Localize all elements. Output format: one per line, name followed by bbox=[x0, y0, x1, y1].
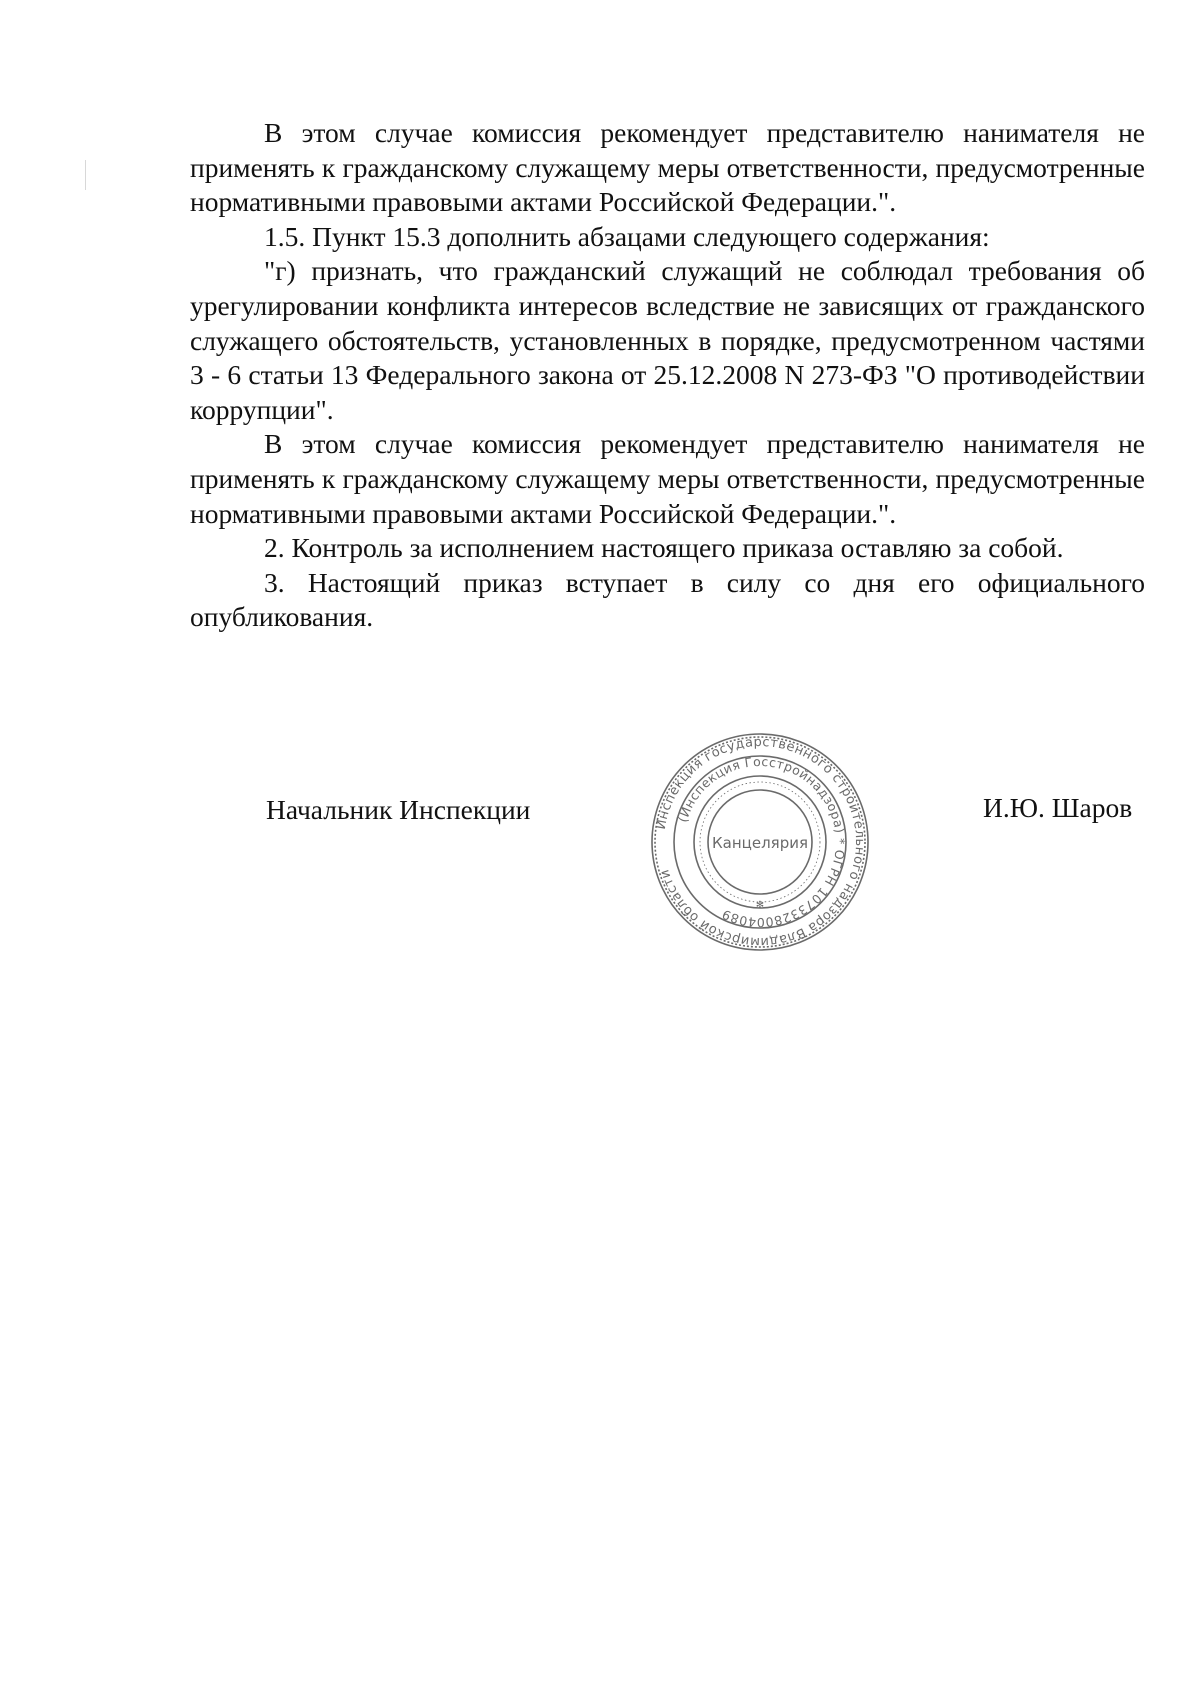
paragraph-item-1-5: 1.5. Пункт 15.3 дополнить абзацами следующего содержания: bbox=[264, 220, 990, 252]
official-seal bbox=[648, 730, 872, 954]
signatory-name: И.Ю. Шаров bbox=[983, 792, 1133, 823]
document-body bbox=[190, 116, 1145, 635]
signature-position: Начальник Инспекции bbox=[266, 794, 531, 825]
scan-edge-mark bbox=[85, 160, 86, 190]
paragraph-commission-recommendation-2: В этом случае комиссия рекомендует представителю нанимателя не применять к гражданскому служащему меры ответственности, предусмотренные нормативными правовыми актами Российской Федерации.". bbox=[190, 428, 1145, 529]
paragraph-item-2-control: 2. Контроль за исполнением настоящего приказа оставляю за собой. bbox=[264, 532, 1064, 564]
seal-center-text: Канцелярия bbox=[712, 834, 808, 852]
seal-outer-text: Инспекция государственного строительного надзора Владимирской области bbox=[653, 734, 868, 950]
seal-graphic bbox=[648, 730, 872, 954]
seal-star-icon: ✻ bbox=[755, 900, 765, 911]
seal-inner-text: (Инспекция Госстройнадзора) * ОГРН 1073328004089 bbox=[674, 753, 849, 931]
paragraph-subitem-g: "г) признать, что гражданский служащий не соблюдал требования об урегулировании конфликта интересов вследствие не зависящих от гражданского служащего обстоятельств, установленных в порядке, предусмотренном частями 3 - 6 статьи 13 Федерального закона от 25.12.2008 N 273-ФЗ "О противодействии коррупции". bbox=[190, 255, 1145, 425]
paragraph-item-3-effective: 3. Настоящий приказ вступает в силу со дня его официального опубликования. bbox=[190, 566, 1145, 633]
paragraph-commission-recommendation-1: В этом случае комиссия рекомендует представителю нанимателя не применять к гражданскому служащему меры ответственности, предусмотренные нормативными правовыми актами Российской Федерации.". bbox=[190, 117, 1145, 218]
